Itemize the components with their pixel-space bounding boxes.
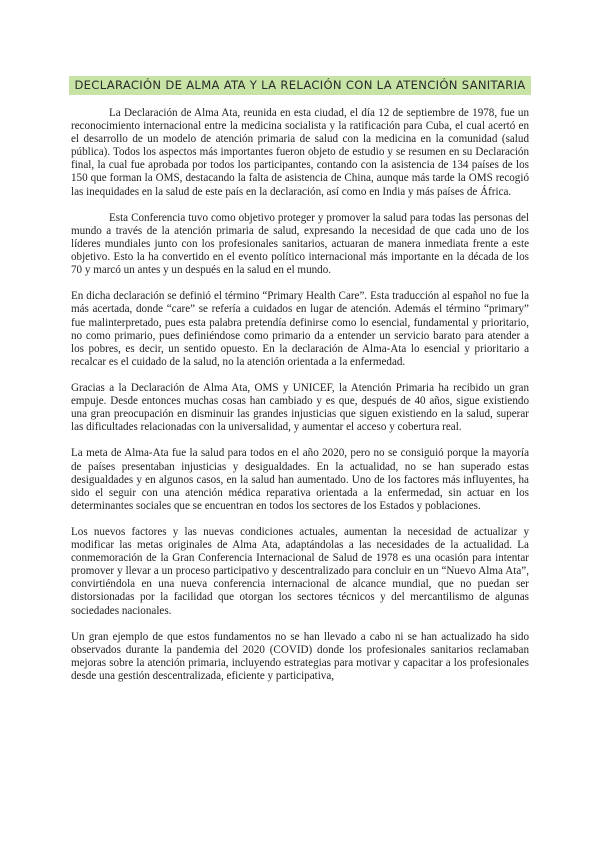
document-title: DECLARACIÓN DE ALMA ATA Y LA RELACIÓN CON LA ATENCIÓN SANITARIA xyxy=(69,76,530,95)
paragraph-7: Un gran ejemplo de que estos fundamentos no se han llevado a cabo ni se han actualizado ha sido observados durante la pandemia del 2020 (COVID) donde los profesionales sanitarios reclamaban mejoras sobre la atención primaria, incluyendo estrategias para motivar y capacitar a los profesionales desde una gestión descentralizada, eficiente y participativa, xyxy=(71,630,529,683)
paragraph-3: En dicha declaración se definió el término “Primary Health Care”. Esta traducción al español no fue la más acertada, donde “care” se refería a cuidados en lugar de atención. Además el término “primary” fue malinterpretado, pues esta palabra pretendía definirse como lo esencial, fundamental y prioritario, no como primario, pues definiéndose como primario da a entender un servicio barato para atender a los pobres, es decir, un sentido opuesto. En la declaración de Alma-Ata lo esencial y prioritario a recalcar es el cuidado de la salud, no la atención orientada a la enfermedad. xyxy=(71,290,529,368)
paragraph-4: Gracias a la Declaración de Alma Ata, OMS y UNICEF, la Atención Primaria ha recibido un gran empuje. Desde entonces muchas cosas han cambiado y es que, después de 40 años, sigue existiendo una gran preocupación en disminuir las grandes injusticias que siguen existiendo en la salud, superar las dificultades relacionadas con la universalidad, y aumentar el acceso y cobertura real. xyxy=(71,381,529,434)
document-body xyxy=(71,107,529,683)
paragraph-2: Esta Conferencia tuvo como objetivo proteger y promover la salud para todas las personas del mundo a través de la atención primaria de salud, expresando la necesidad de que cada uno de los líderes mundiales junto con los profesionales sanitarios, actuaran de manera inmediata frente a este objetivo. Esto la ha convertido en el evento político internacional más importante en la década de los 70 y marcó un antes y un después en la salud en el mundo. xyxy=(71,211,529,277)
paragraph-1: La Declaración de Alma Ata, reunida en esta ciudad, el día 12 de septiembre de 1978, fue un reconocimiento internacional entre la medicina socialista y la ratificación para Cuba, el cual acertó en el desarrollo de un modelo de atención primaria de salud con la medicina en la comunidad (salud pública). Todos los aspectos más importantes fueron objeto de estudio y se resumen en su Declaración final, la cual fue aprobada por todos los participantes, contando con la asistencia de 134 países de los 150 que forman la OMS, destacando la falta de asistencia de China, aunque más tarde la OMS recogió las inequidades en la salud de este país en la declaración, así como en India y más países de África. xyxy=(71,107,529,198)
title-container xyxy=(0,76,600,95)
paragraph-5: La meta de Alma-Ata fue la salud para todos en el año 2020, pero no se consiguió porque la mayoría de países presentaban injusticias y desigualdades. En la actualidad, no se han superado estas desigualdades y en algunos casos, en la salud han aumentado. Uno de los factores más influyentes, ha sido el seguir con una atención médica reparativa orientada a la enfermedad, sin actuar en los determinantes sociales que se encuentran en todos los sectores de los Estados y poblaciones. xyxy=(71,447,529,512)
paragraph-6: Los nuevos factores y las nuevas condiciones actuales, aumentan la necesidad de actualizar y modificar las metas originales de Alma Ata, adaptándolas a las necesidades de la actualidad. La conmemoración de la Gran Conferencia Internacional de Salud de 1978 es una ocasión para intentar promover y llevar a un proceso participativo y descentralizado para concluir en un “Nuevo Alma Ata”, convirtiéndola en una nueva conferencia internacional de alcance mundial, que no puedan ser distorsionadas por la facilidad que otorgan los sectores técnicos y del mercantilismo de algunas sociedades nacionales. xyxy=(71,526,529,617)
